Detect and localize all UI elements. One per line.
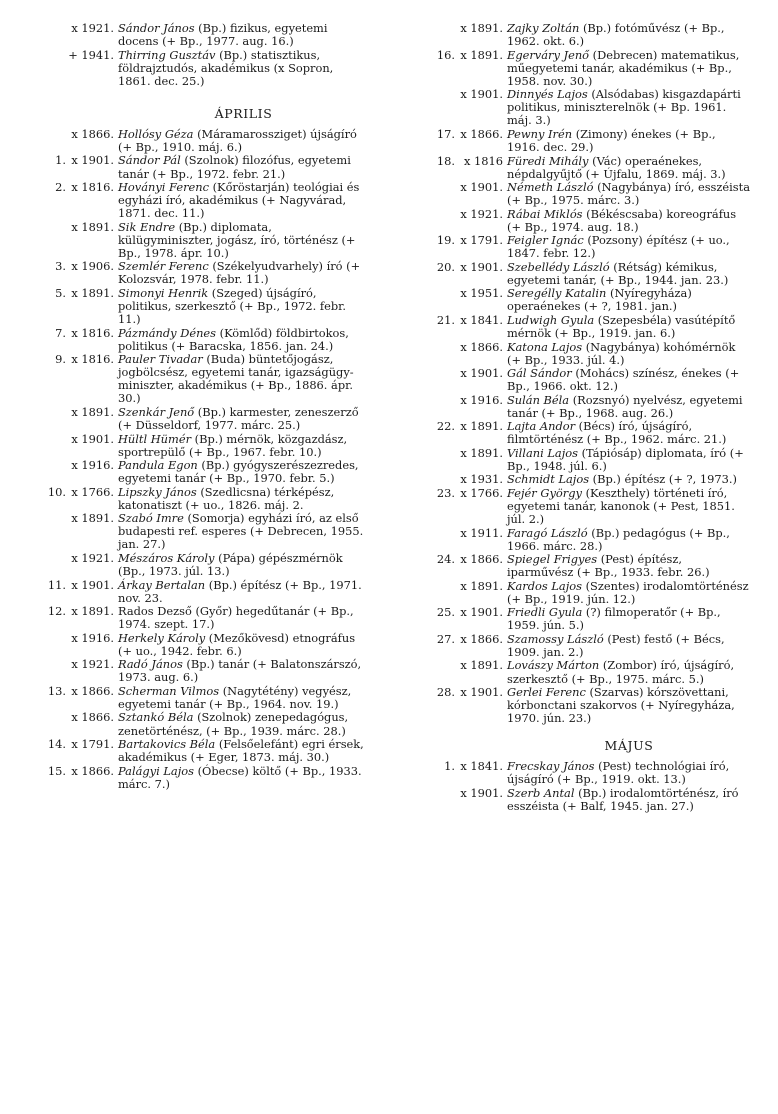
entry-day: 18. xyxy=(436,153,455,168)
person-name: Gerlei Ferenc xyxy=(507,685,586,700)
entry-text: (Keszthely) történeti író, egyetemi tanár, kanonok (+ Pest, 1851. júl. 2.) xyxy=(507,485,735,527)
entry-body xyxy=(118,710,348,737)
entry-body xyxy=(118,21,328,48)
entry-body xyxy=(118,551,343,578)
person-name: Bartakovics Béla xyxy=(118,736,216,751)
person-name: Pandula Egon xyxy=(118,458,198,473)
entry-year: x 1891. xyxy=(460,578,503,593)
entry-year: x 1901. xyxy=(460,785,503,800)
entry-day: 10. xyxy=(47,484,66,499)
calendar-entry xyxy=(431,155,751,181)
entry-year: x 1901. xyxy=(71,431,114,446)
entry-text: (Mezőkövesd) etnográfus (+ uo., 1942. febr. 6.) xyxy=(118,630,356,658)
person-name: Seregélly Katalin xyxy=(507,286,607,301)
calendar-entry xyxy=(431,341,751,367)
entry-day: 20. xyxy=(436,259,455,274)
entry-year: x 1866. xyxy=(460,126,503,141)
entry-year: x 1891. xyxy=(460,445,503,460)
entry-body xyxy=(507,21,725,48)
person-name: Palágyi Lajos xyxy=(118,763,194,778)
calendar-entry xyxy=(42,154,369,180)
calendar-entry xyxy=(42,22,369,48)
entry-body xyxy=(118,458,359,485)
entry-day: 27. xyxy=(436,631,455,646)
entry-year: x 1841. xyxy=(460,312,503,327)
entry-body xyxy=(118,153,351,180)
month-heading: ÁPRILIS xyxy=(214,105,273,121)
entry-year: x 1866. xyxy=(460,552,503,567)
entry-year: x 1841. xyxy=(460,759,503,774)
calendar-entry xyxy=(431,527,751,553)
entry-text: (Székelyudvarhely) író (+ Kolozsvár, 1978. febr. 11.) xyxy=(118,259,361,287)
calendar-entry xyxy=(42,658,369,684)
calendar-entry xyxy=(42,685,369,711)
entry-text: (Nagybánya) kohómérnök (+ Bp., 1933. júl. 4.) xyxy=(507,339,736,367)
entry-year: x 1791. xyxy=(71,736,114,751)
entry-text: (Bp.) mérnök, közgazdász, sportrepülő (+ Bp., 1967. febr. 10.) xyxy=(118,431,348,459)
entry-year: x 1921. xyxy=(71,21,114,35)
person-name: Gál Sándor xyxy=(507,366,572,381)
entry-body xyxy=(507,786,739,813)
entry-body xyxy=(507,419,726,446)
entry-body xyxy=(118,405,359,432)
entry-day: 13. xyxy=(47,683,66,698)
entry-day: 3. xyxy=(55,259,66,274)
person-name: Szemlér Ferenc xyxy=(118,259,209,274)
entry-day: 1. xyxy=(55,153,66,168)
person-name: Szebellédy László xyxy=(507,259,610,274)
entry-text: (Vác) operaénekes, népdalgyűjtő (+ Újfalu, 1869. máj. 3.) xyxy=(507,153,726,181)
entry-day: 14. xyxy=(47,736,66,751)
entry-day: 9. xyxy=(55,352,66,367)
entry-day: 25. xyxy=(436,605,455,620)
calendar-entry xyxy=(431,686,751,725)
entry-text: (Rozsnyó) nyelvész, egyetemi tanár (+ Bp., 1968. aug. 26.) xyxy=(507,392,743,420)
entry-year: x 1931. xyxy=(460,472,503,487)
entry-body xyxy=(507,759,729,786)
entry-year: x 1916. xyxy=(71,630,114,645)
entry-year: x 1906. xyxy=(71,259,114,274)
entry-text: (Szedlicsna) térképész, katonatiszt (+ uo., 1826. máj. 2. xyxy=(118,484,335,512)
calendar-entry xyxy=(431,659,751,685)
entry-body xyxy=(507,260,728,287)
person-name: Villani Lajos xyxy=(507,445,578,460)
entry-text: (Kőröstarján) teológiai és egyházi író, akadémikus (+ Nagyvárad, 1871. dec. 11.) xyxy=(118,180,360,221)
entry-body xyxy=(118,631,355,658)
entry-text: (Szarvas) kórszövettani, kórbonctani szakorvos (+ Nyíregyháza, 1970. jún. 23.) xyxy=(507,685,735,726)
entry-body xyxy=(118,485,334,512)
person-name: Lovászy Márton xyxy=(507,658,600,673)
calendar-entry xyxy=(42,221,369,260)
calendar-entry xyxy=(431,208,751,234)
person-name: Sándor János xyxy=(118,21,195,35)
entry-year: x 1891. xyxy=(71,404,114,419)
person-name: Rábai Miklós xyxy=(507,206,583,221)
person-name: Egerváry Jenő xyxy=(507,47,590,62)
person-name: Zajky Zoltán xyxy=(507,21,580,35)
entry-text: (Zombor) író, újságíró, szerkesztő (+ Bp., 1975. márc. 5.) xyxy=(507,658,735,686)
entry-text: (Óbecse) költő (+ Bp., 1933. márc. 7.) xyxy=(118,763,362,791)
entry-body xyxy=(507,233,730,260)
entry-body xyxy=(507,605,721,632)
entry-day: 21. xyxy=(436,312,455,327)
entry-body xyxy=(507,127,716,154)
entry-body xyxy=(507,393,743,420)
entry-year: x 1901. xyxy=(460,366,503,381)
entry-year: x 1921. xyxy=(71,657,114,672)
calendar-entry xyxy=(42,49,369,88)
entry-body xyxy=(118,511,363,551)
entry-text: (Bp.) irodalomtörténész, író esszéista (+ Balf, 1945. jan. 27.) xyxy=(507,785,739,814)
calendar-entry xyxy=(42,459,369,485)
entry-text: (Szentes) irodalomtörténész (+ Bp., 1919. jún. 12.) xyxy=(507,578,749,606)
entry-year: x 1916. xyxy=(460,392,503,407)
entry-day: 2. xyxy=(55,180,66,195)
entry-body xyxy=(118,432,347,459)
entry-text: (Nagytétény) vegyész, egyetemi tanár (+ Bp., 1964. nov. 19.) xyxy=(118,683,352,711)
person-name: Scherman Vilmos xyxy=(118,683,220,698)
entry-day: 11. xyxy=(47,577,66,592)
calendar-entry xyxy=(42,260,369,286)
entry-body xyxy=(118,604,354,631)
entry-year: x 1901. xyxy=(460,685,503,700)
person-name: Pauler Tivadar xyxy=(118,352,203,367)
person-name: Simonyi Henrik xyxy=(118,285,209,300)
person-name: Pewny Irén xyxy=(507,126,573,141)
entry-year: x 1891. xyxy=(460,658,503,673)
entry-body xyxy=(507,366,739,393)
entry-year: + 1941. xyxy=(68,47,114,62)
entry-year: x 1916. xyxy=(71,458,114,473)
entry-body xyxy=(507,446,744,473)
entry-day: 22. xyxy=(436,419,455,434)
entry-year: x 1921. xyxy=(71,550,114,565)
entry-text: (Bécs) író, újságíró, filmtörténész (+ Bp., 1962. márc. 21.) xyxy=(507,419,727,447)
person-name: Feigler Ignác xyxy=(507,233,584,248)
entry-text: (Debrecen) matematikus, műegyetemi tanár, akadémikus (+ Bp., 1958. nov. 30.) xyxy=(507,47,740,88)
entry-day: 5. xyxy=(55,285,66,300)
person-name: Szenkár Jenő xyxy=(118,404,195,419)
calendar-entry xyxy=(431,787,751,813)
calendar-entry xyxy=(431,420,751,446)
calendar-entry xyxy=(431,580,751,606)
entry-year: x 1911. xyxy=(460,525,503,540)
calendar-entry xyxy=(42,433,369,459)
entry-body xyxy=(118,48,333,88)
entry-year: x 1891. xyxy=(71,219,114,234)
person-name: Lajta Andor xyxy=(507,419,576,434)
person-name: Thirring Gusztáv xyxy=(118,47,216,62)
entry-day: 19. xyxy=(436,233,455,248)
entry-body xyxy=(507,48,739,88)
entry-body xyxy=(507,552,710,579)
entry-year: x 1901. xyxy=(71,153,114,168)
entry-year: x 1816. xyxy=(71,352,114,367)
person-name: Frecskay János xyxy=(507,759,595,774)
calendar-entry xyxy=(42,605,369,631)
entry-body xyxy=(507,313,735,340)
entry-body xyxy=(507,286,692,313)
entry-body xyxy=(507,472,737,486)
calendar-entry xyxy=(431,473,751,486)
entry-body xyxy=(118,326,349,353)
calendar-entry xyxy=(431,633,751,659)
person-name: Mészáros Károly xyxy=(118,550,215,565)
entry-text: (Bp.) gyógyszerészezredes, egyetemi tanár (+ Bp., 1970. febr. 5.) xyxy=(118,458,359,486)
calendar-entry xyxy=(42,552,369,578)
entry-text: (Bp.) fotóművész (+ Bp., 1962. okt. 6.) xyxy=(507,21,725,49)
person-name: Sztankó Béla xyxy=(118,710,194,725)
calendar-entry xyxy=(431,487,751,526)
entry-day: 16. xyxy=(436,47,455,62)
entry-text: (Zimony) énekes (+ Bp., 1916. dec. 29.) xyxy=(507,126,716,155)
entry-body xyxy=(507,340,735,367)
entry-year: x 1951. xyxy=(460,286,503,301)
person-name: Dinnyés Lajos xyxy=(507,87,588,102)
entry-text: (Pápa) gépészmérnök (Bp., 1973. júl. 13.) xyxy=(118,550,343,579)
person-name: Radó János xyxy=(118,657,183,672)
calendar-entry xyxy=(431,394,751,420)
calendar-entry xyxy=(42,738,369,764)
entry-text: Rados Dezső (Győr) hegedűtanár (+ Bp., 1974. szept. 17.) xyxy=(118,604,354,632)
entry-text: (Bp.) karmester, zeneszerző (+ Düsseldorf, 1977. márc. 25.) xyxy=(118,404,359,433)
entry-text: (Bp.) fizikus, egyetemi docens (+ Bp., 1977. aug. 16.) xyxy=(118,21,328,49)
calendar-entry xyxy=(42,287,369,326)
entry-year: x 1891. xyxy=(460,47,503,62)
calendar-entry xyxy=(42,486,369,512)
person-name: Schmidt Lajos xyxy=(507,472,590,487)
entry-body xyxy=(118,259,360,286)
entry-year: x 1866. xyxy=(71,683,114,698)
entry-year: x 1816 xyxy=(463,153,503,168)
entry-body xyxy=(507,87,741,127)
entry-text: (Somorja) egyházi író, az első budapesti ref. esperes (+ Debrecen, 1955. jan. 27.) xyxy=(118,511,364,552)
entry-text: (Máramarossziget) újságíró (+ Bp., 1910. máj. 6.) xyxy=(118,126,357,154)
entry-year: x 1921. xyxy=(460,206,503,221)
entry-year: x 1891. xyxy=(460,419,503,434)
entry-text: (Buda) büntetőjogász, jogbölcsész, egyetemi tanár, igazságügy-miniszter, akadémikus (+ Bp., 1886. ápr. 30.) xyxy=(118,352,354,406)
entry-body xyxy=(118,737,364,764)
calendar-entry xyxy=(431,553,751,579)
person-name: Hoványi Ferenc xyxy=(118,180,209,195)
entry-text: (Szolnok) zenepedagógus, zenetörténész, (+ Bp., 1939. márc. 28.) xyxy=(118,710,349,738)
entry-text: (Szolnok) filozófus, egyetemi tanár (+ Bp., 1972. febr. 21.) xyxy=(118,153,351,181)
person-name: Sándor Pál xyxy=(118,153,181,168)
person-name: Szerb Antal xyxy=(507,785,575,800)
person-name: Sulán Béla xyxy=(507,392,570,407)
entry-year: x 1866. xyxy=(71,126,114,141)
entry-text: (Pest) építész, iparművész (+ Bp., 1933. febr. 26.) xyxy=(507,552,710,580)
left-column xyxy=(42,22,369,791)
entry-year: x 1816. xyxy=(71,180,114,195)
entry-day: 24. xyxy=(436,552,455,567)
entry-year: x 1866. xyxy=(460,631,503,646)
person-name: Katona Lajos xyxy=(507,339,583,354)
entry-year: x 1891. xyxy=(71,511,114,526)
entry-body xyxy=(507,579,749,606)
entry-body xyxy=(507,685,735,725)
entry-year: x 1766. xyxy=(460,485,503,500)
calendar-entry xyxy=(42,327,369,353)
calendar-entry xyxy=(431,49,751,88)
entry-body xyxy=(507,526,730,553)
entry-text: (Bp.) pedagógus (+ Bp., 1966. márc. 28.) xyxy=(507,525,730,553)
entry-text: (Rétság) kémikus, egyetemi tanár, (+ Bp., 1944. jan. 23.) xyxy=(507,259,729,287)
entry-text: (Pozsony) építész (+ uo., 1847. febr. 12.) xyxy=(507,233,730,261)
entry-text: (Tápiósáp) diplomata, író (+ Bp., 1948. júl. 6.) xyxy=(507,445,744,473)
person-name: Hollósy Géza xyxy=(118,126,194,141)
month-heading: MÁJUS xyxy=(604,738,654,754)
entry-body xyxy=(118,127,357,154)
calendar-entry xyxy=(42,765,369,791)
entry-day: 7. xyxy=(55,325,66,340)
entry-text: (Mohács) színész, énekes (+ Bp., 1966. okt. 12.) xyxy=(507,366,740,394)
entry-year: x 1901. xyxy=(460,605,503,620)
entry-body xyxy=(507,154,726,181)
entry-year: x 1901. xyxy=(460,87,503,102)
entry-day: 1. xyxy=(444,759,455,774)
calendar-entry xyxy=(431,287,751,313)
calendar-entry xyxy=(42,512,369,551)
entry-year: x 1891. xyxy=(71,285,114,300)
entry-day: 28. xyxy=(436,685,455,700)
entry-text: (Nyíregyháza) operaénekes (+ ?, 1981. jan.) xyxy=(507,286,692,314)
entry-text: (Nagybánya) író, esszéista (+ Bp., 1975. márc. 3.) xyxy=(507,180,750,208)
entry-year: x 1866. xyxy=(71,710,114,725)
entry-text: (Bp.) építész (+ ?, 1973.) xyxy=(592,472,737,487)
entry-text: (Bp.) tanár (+ Balatonszárszó, 1973. aug. 6.) xyxy=(118,657,362,685)
entry-body xyxy=(118,286,346,326)
entry-text: (Szepesbéla) vasútépítő mérnök (+ Bp., 1919. jan. 6.) xyxy=(507,312,736,341)
entry-text: (?) filmoperatőr (+ Bp., 1959. jún. 5.) xyxy=(507,605,721,633)
entry-day: 15. xyxy=(47,763,66,778)
person-name: Fejér György xyxy=(507,485,582,500)
entry-text: (Pest) festő (+ Bécs, 1909. jan. 2.) xyxy=(507,631,725,659)
person-name: Szamossy László xyxy=(507,631,604,646)
entry-body xyxy=(118,764,362,791)
person-name: Füredi Mihály xyxy=(507,153,589,168)
person-name: Hültl Hümér xyxy=(118,431,192,446)
entry-body xyxy=(507,632,725,659)
person-name: Faragó László xyxy=(507,525,588,540)
entry-text: (Bp.) építész (+ Bp., 1971. nov. 23. xyxy=(118,577,362,605)
entry-text: (Pest) technológiai író, újságíró (+ Bp., 1919. okt. 13.) xyxy=(507,759,730,787)
entry-body xyxy=(507,658,734,685)
calendar-entry xyxy=(42,353,369,405)
entry-year: x 1816. xyxy=(71,325,114,340)
entry-year: x 1766. xyxy=(71,484,114,499)
entry-year: x 1891. xyxy=(460,21,503,35)
entry-text: (Kömlőd) földbirtokos, politikus (+ Baracska, 1856. jan. 24.) xyxy=(118,325,349,353)
person-name: Sik Endre xyxy=(118,219,176,234)
entry-text: (Bp.) statisztikus, földrajztudós, akadémikus (x Sopron, 1861. dec. 25.) xyxy=(118,47,334,88)
entry-body xyxy=(507,486,735,526)
entry-text: (Bp.) diplomata, külügyminiszter, jogász, író, történész (+ Bp., 1978. ápr. 10.) xyxy=(118,219,356,260)
calendar-entry xyxy=(42,711,369,737)
person-name: Spiegel Frigyes xyxy=(507,552,598,567)
entry-year: x 1901. xyxy=(71,577,114,592)
entry-year: x 1891. xyxy=(71,604,114,619)
calendar-entry xyxy=(42,632,369,658)
entry-day: 12. xyxy=(47,604,66,619)
person-name: Ludwigh Gyula xyxy=(507,312,595,327)
person-name: Friedli Gyula xyxy=(507,605,583,620)
person-name: Kardos Lajos xyxy=(507,578,582,593)
entry-body xyxy=(118,657,361,684)
calendar-entry xyxy=(431,128,751,154)
entry-text: (Szeged) újságíró, politikus, szerkesztő (+ Bp., 1972. febr. 11.) xyxy=(118,285,346,327)
right-column xyxy=(431,22,751,814)
entry-body xyxy=(118,684,351,711)
entry-year: x 1901. xyxy=(460,180,503,195)
entry-text: (Békéscsaba) koreográfus (+ Bp., 1974. aug. 18.) xyxy=(507,206,737,234)
person-name: Árkay Bertalan xyxy=(118,577,206,592)
person-name: Pázmándy Dénes xyxy=(118,325,217,340)
person-name: Herkely Károly xyxy=(118,630,206,645)
entry-year: x 1866. xyxy=(71,763,114,778)
entry-body xyxy=(118,220,355,260)
person-name: Szabó Imre xyxy=(118,511,184,526)
entry-text: (Alsódabas) kisgazdapárti politikus, miniszterelnök (+ Bp. 1961. máj. 3.) xyxy=(507,87,741,128)
calendar-entry xyxy=(431,88,751,127)
calendar-entry xyxy=(431,234,751,260)
entry-text: (Felsőelefánt) egri érsek, akadémikus (+ Eger, 1873. máj. 30.) xyxy=(118,736,364,765)
person-name: Lipszky János xyxy=(118,484,197,499)
calendar-entry xyxy=(431,314,751,340)
person-name: Németh László xyxy=(507,180,594,195)
entry-year: x 1901. xyxy=(460,259,503,274)
calendar-entry xyxy=(42,128,369,154)
entry-body xyxy=(118,352,354,405)
calendar-entry xyxy=(42,406,369,432)
entry-body xyxy=(118,578,362,605)
entry-day: 17. xyxy=(436,126,455,141)
calendar-entry xyxy=(431,22,751,48)
entry-year: x 1791. xyxy=(460,233,503,248)
calendar-entry xyxy=(431,760,751,786)
entry-body xyxy=(507,180,750,207)
calendar-entry xyxy=(42,579,369,605)
calendar-entry xyxy=(431,367,751,393)
entry-body xyxy=(118,180,359,220)
calendar-entry xyxy=(431,606,751,632)
entry-body xyxy=(507,207,736,234)
entry-year: x 1866. xyxy=(460,339,503,354)
calendar-entry xyxy=(431,181,751,207)
calendar-entry xyxy=(431,447,751,473)
entry-day: 23. xyxy=(436,485,455,500)
calendar-entry xyxy=(431,261,751,287)
calendar-entry xyxy=(42,181,369,220)
